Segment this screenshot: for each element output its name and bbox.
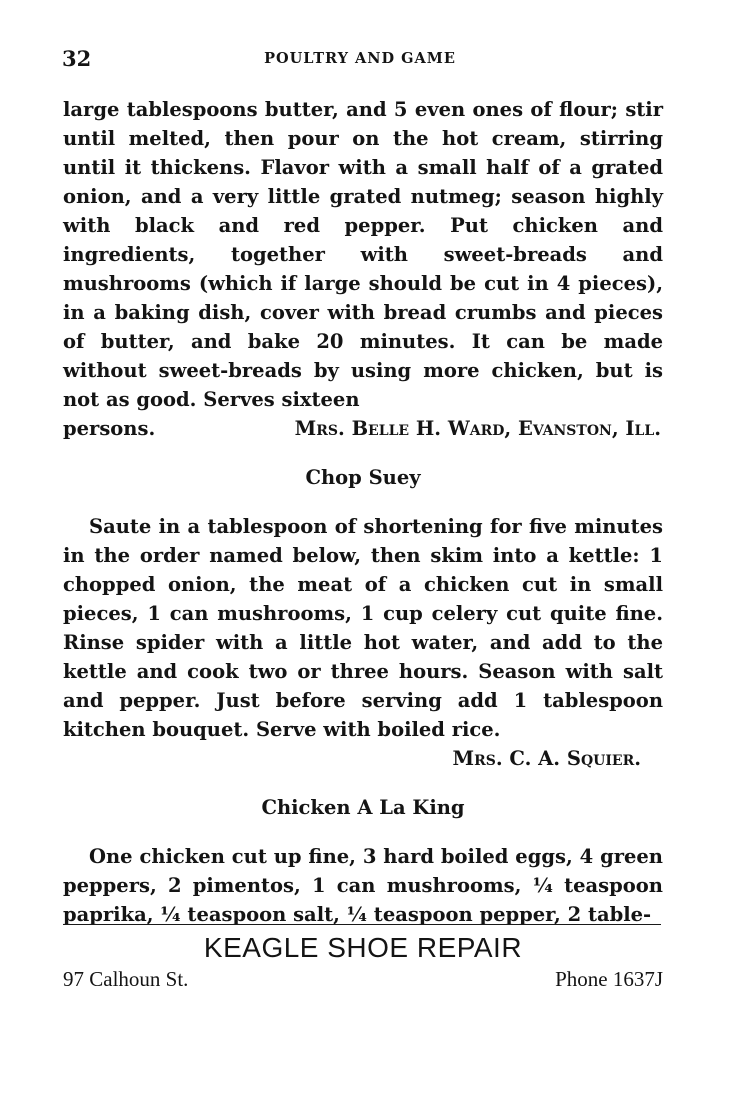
page-number: 32 xyxy=(62,46,92,71)
recipe-signature: Mrs. C. A. Squier. xyxy=(452,747,641,770)
recipe-title: Chop Suey xyxy=(305,466,421,489)
recipe-continuation-text: large tablespoons butter, and 5 even ones of flour; stir until melted, then pour on the hot cream, stirring until it thickens. Flavor with a small half of a grated onion, and a very little grated nutmeg; season highly with black and red pepper. Put chicken and ingredients, together with sweet-breads and mushrooms (which if large should be cut in 4 pieces), in a baking dish, cover with bread crumbs and pieces of butter, and bake 20 minutes. It can be made without sweet-breads by using more chicken, but is not as good. Serves sixteen xyxy=(63,98,663,411)
ad-phone: Phone 1637J xyxy=(555,967,663,991)
recipe-signature-line xyxy=(63,414,663,443)
ad-address: 97 Calhoun St. xyxy=(63,967,189,991)
recipe-text: One chicken cut up fine, 3 hard boiled eggs, 4 green peppers, 2 pimentos, 1 can mushrooms, ¼ teaspoon paprika, ¼ teaspoon salt, ¼ teaspoon pepper, 2 table- xyxy=(63,845,663,926)
last-word: persons. xyxy=(63,417,156,440)
ad-business-name: KEAGLE SHOE REPAIR xyxy=(203,932,523,963)
recipe-signature: Mrs. Belle H. Ward, Evanston, Ill. xyxy=(294,417,661,440)
page-content xyxy=(63,95,663,929)
running-title: POULTRY AND GAME xyxy=(264,50,456,67)
footer-divider xyxy=(63,924,661,925)
recipe-title: Chicken A La King xyxy=(261,796,465,819)
ad-details xyxy=(63,967,663,992)
recipe-text: Saute in a tablespoon of shortening for five minutes in the order named below, then skim into a kettle: 1 chopped onion, the meat of a chicken cut in small pieces, 1 can mushrooms, 1 cup celery cut quite fine. Rinse spider with a little hot water, and add to the kettle and cook two or three hours. Season with salt and pepper. Just before serving add 1 tablespoon kitchen bouquet. Serve with boiled rice. xyxy=(63,515,663,741)
